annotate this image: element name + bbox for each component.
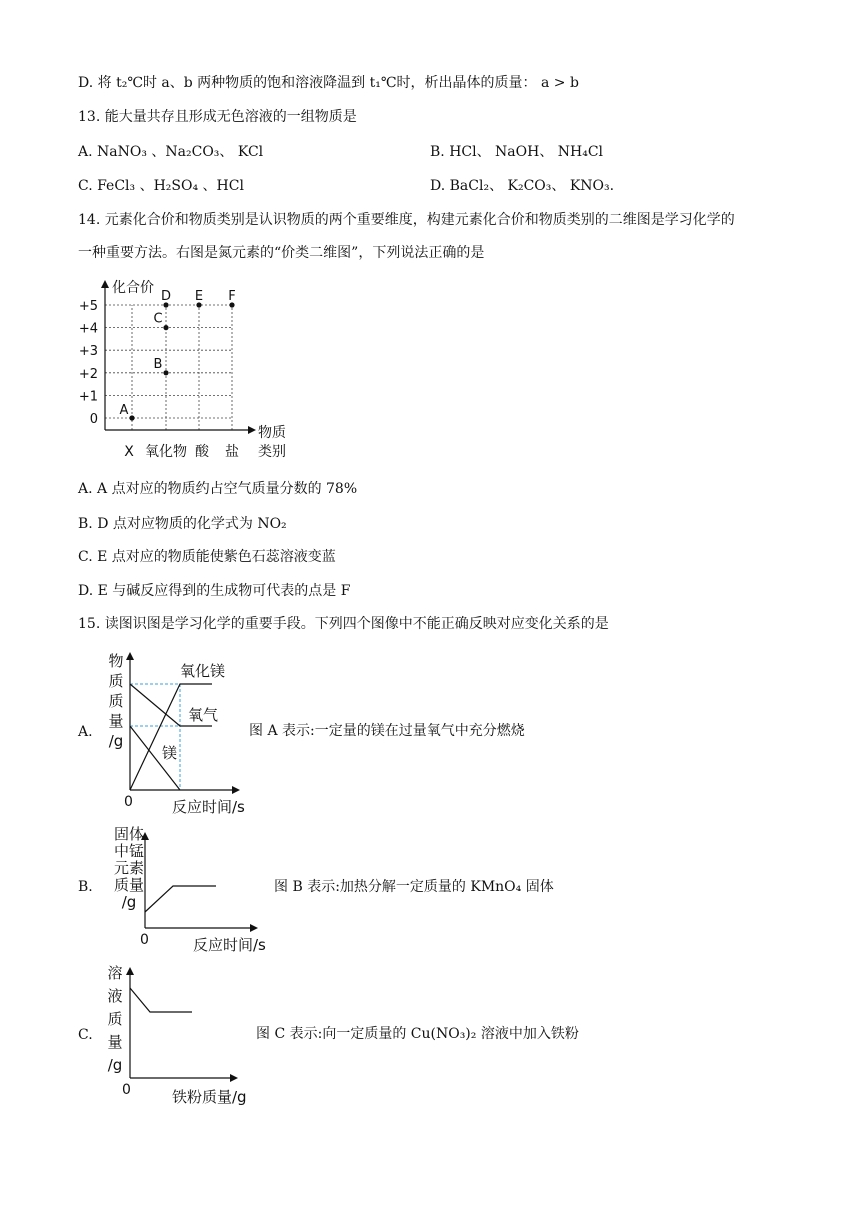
x-tick-label: 盐 (225, 444, 239, 460)
y-axis-label-line: 质量 (113, 876, 145, 894)
point-label: A (119, 403, 129, 418)
graph-c-curve (130, 988, 192, 1012)
y-axis-arrow-icon (101, 280, 109, 288)
q14-option-d: D. E 与碱反应得到的生成物可代表的点是 F (78, 583, 351, 599)
y-axis-label-line: 质 (108, 672, 124, 690)
graph-b-caption: 图 B 表示:加热分解一定质量的 KMnO₄ 固体 (274, 879, 554, 895)
x-axis-arrow-icon (248, 426, 256, 434)
x-axis-title-1: 物质 (258, 425, 286, 441)
point-label: D (160, 289, 172, 304)
q15-stem: 15. 读图识图是学习化学的重要手段。下列四个图像中不能正确反映对应变化关系的是 (78, 616, 609, 632)
point-label: C (153, 311, 163, 327)
graph-c-letter: C. (78, 1027, 93, 1043)
y-tick-label: 0 (89, 412, 98, 427)
y-axis-label-line: 液 (107, 987, 123, 1005)
y-axis-label-line: /g (121, 893, 137, 911)
q14-option-c: C. E 点对应的物质能使紫色石蕊溶液变蓝 (78, 549, 336, 565)
q14-stem-line2: 一种重要方法。右图是氮元素的“价类二维图”，下列说法正确的是 (78, 245, 485, 261)
graph-b-letter: B. (78, 879, 93, 895)
y-tick-label: +1 (78, 389, 98, 405)
y-axis-label-line: 溶 (107, 964, 123, 982)
x-axis-title-2: 类别 (258, 444, 286, 460)
point-label: B (153, 356, 163, 372)
graph-a-x-label: 反应时间/s (172, 798, 245, 816)
y-axis-label-line: 中锰 (113, 842, 145, 860)
graph-c (107, 964, 246, 1106)
q13-option-a: A. NaNO₃ 、Na₂CO₃、 KCl (78, 144, 264, 160)
y-tick-label: +3 (78, 344, 98, 360)
x-tick-label: 酸 (195, 444, 209, 460)
graph-c-caption: 图 C 表示:向一定质量的 Cu(NO₃)₂ 溶液中加入铁粉 (256, 1026, 579, 1042)
y-axis-label-line: 元素 (113, 859, 145, 877)
graph-a-mgo-curve (130, 684, 212, 790)
y-axis-label-line: 量 (108, 712, 124, 730)
graph-a-origin: 0 (124, 794, 133, 810)
q14-option-b: B. D 点对应物质的化学式为 NO₂ (78, 516, 287, 532)
graph-c-y-arrow-icon (126, 967, 134, 975)
graph-a-x-arrow-icon (232, 786, 240, 794)
graph-a-label-o2: 氧气 (188, 706, 219, 724)
q14-option-a: A. A 点对应的物质约占空气质量分数的 78% (78, 481, 358, 497)
graph-c-x-label: 铁粉质量/g (172, 1088, 247, 1106)
graph-c-x-arrow-icon (230, 1074, 238, 1082)
graph-c-origin: 0 (122, 1082, 131, 1098)
point-label: E (194, 289, 204, 304)
y-axis-label-line: 物 (108, 652, 124, 670)
y-axis-label-line: 质 (108, 692, 124, 710)
graph-a-y-arrow-icon (126, 652, 134, 660)
q13-option-c: C. FeCl₃ 、H₂SO₄ 、HCl (78, 178, 244, 194)
graph-a-caption: 图 A 表示:一定量的镁在过量氧气中充分燃烧 (249, 723, 525, 739)
y-axis-label-line: /g (107, 1056, 123, 1074)
q13-stem: 13. 能大量共存且形成无色溶液的一组物质是 (78, 109, 357, 125)
y-axis-label-line: /g (108, 732, 124, 750)
point-label: F (228, 289, 236, 304)
y-axis-label-line: 质 (107, 1010, 123, 1028)
x-tick-label: 氧化物 (145, 444, 187, 460)
graph-b-origin: 0 (140, 932, 149, 948)
y-axis-title: 化合价 (112, 280, 154, 296)
y-axis-label-line: 量 (107, 1033, 123, 1051)
y-axis-label-line: 固体 (113, 825, 145, 843)
q13-option-d: D. BaCl₂、 K₂CO₃、 KNO₃. (430, 178, 615, 194)
graph-a (108, 652, 245, 816)
y-tick-label: +4 (78, 321, 98, 337)
graph-a-label-mg: 镁 (162, 744, 178, 762)
x-tick-label: X (124, 444, 134, 460)
graph-a-letter: A. (78, 724, 93, 740)
data-point (163, 370, 168, 375)
data-point (163, 325, 168, 330)
graph-b (114, 825, 266, 954)
q13-option-b: B. HCl、 NaOH、 NH₄Cl (430, 144, 604, 160)
graph-a-label-mgo: 氧化镁 (180, 662, 226, 680)
q14-stem-line1: 14. 元素化合价和物质类别是认识物质的两个重要维度，构建元素化合价和物质类别的二维图是学习化学的 (78, 212, 735, 228)
graph-b-curve (145, 886, 216, 912)
graph-b-x-arrow-icon (250, 924, 258, 932)
y-tick-label: +5 (78, 299, 98, 314)
data-point (129, 415, 134, 420)
valence-chart (79, 280, 286, 460)
q12-option-d: D. 将 t₂℃时 a、b 两种物质的饱和溶液降温到 t₁℃时，析出晶体的质量： a > b (78, 75, 579, 91)
y-tick-label: +2 (78, 366, 98, 382)
graph-b-x-label: 反应时间/s (193, 936, 266, 954)
